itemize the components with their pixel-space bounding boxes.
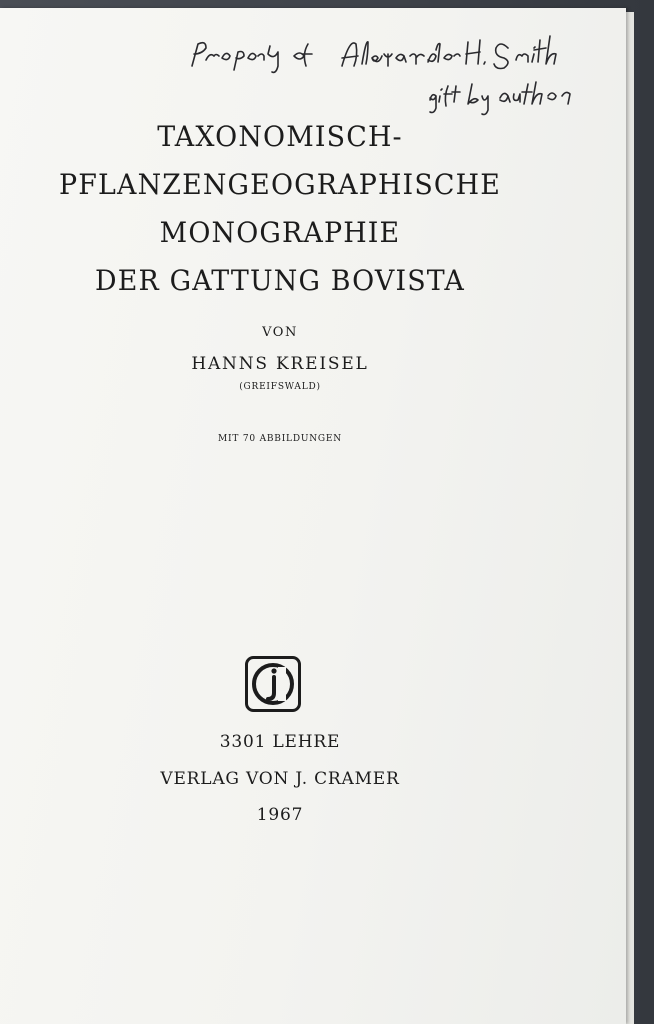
title-line-1: TAXONOMISCH-	[157, 120, 403, 153]
publication-year: 1967	[256, 805, 304, 825]
author-affiliation: (GREIFSWALD)	[239, 382, 321, 392]
publisher-location: 3301 LEHRE	[219, 732, 341, 752]
title-page	[0, 8, 626, 1024]
handwritten-inscription	[182, 26, 602, 116]
title-line-4: DER GATTUNG BOVISTA	[95, 264, 465, 297]
publisher-name: VERLAG VON J. CRAMER	[160, 769, 400, 789]
illustrations-note: MIT 70 ABBILDUNGEN	[218, 434, 342, 444]
publisher-logo	[244, 655, 302, 713]
title-line-3: MONOGRAPHIE	[159, 216, 401, 249]
byline-von: VON	[262, 325, 298, 340]
author-name: HANNS KREISEL	[191, 354, 369, 374]
title-line-2: PFLANZENGEOGRAPHISCHE	[59, 168, 501, 201]
